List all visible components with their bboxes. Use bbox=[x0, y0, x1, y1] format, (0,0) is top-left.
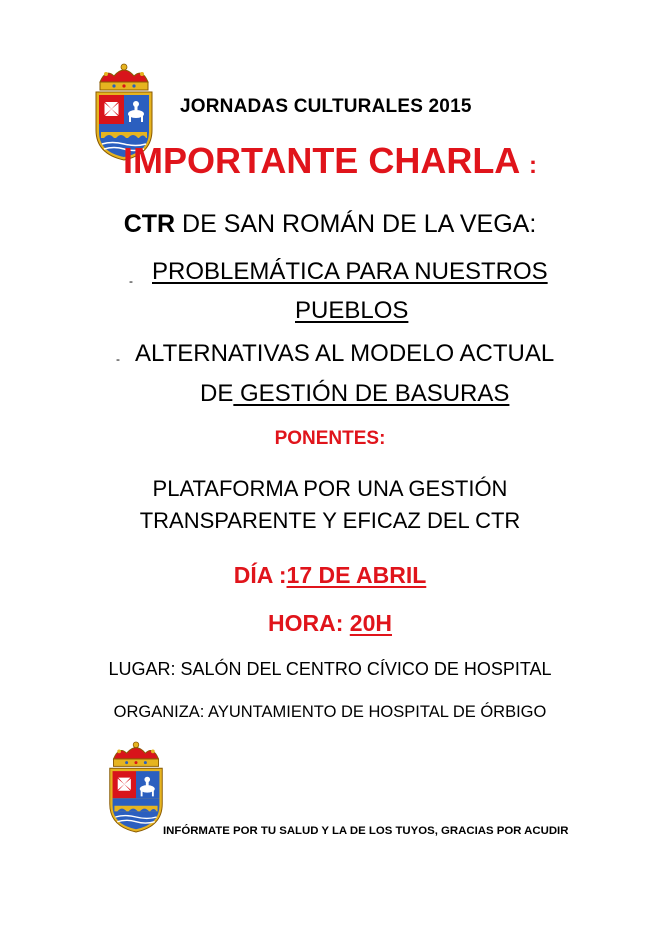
date-label: DÍA : bbox=[233, 562, 287, 588]
speakers-label: PONENTES: bbox=[274, 428, 386, 449]
bullet-marker: - bbox=[116, 352, 120, 366]
date-value: 17 DE ABRIL bbox=[286, 562, 427, 588]
bullet-1-line-2: PUEBLOS bbox=[295, 297, 409, 324]
bullet-marker: - bbox=[129, 274, 133, 288]
headline bbox=[0, 140, 660, 182]
bullet-2-line-1: ALTERNATIVAS AL MODELO ACTUAL bbox=[135, 340, 555, 367]
event-series-title: JORNADAS CULTURALES 2015 bbox=[180, 96, 472, 117]
time-label: HORA: bbox=[268, 610, 350, 636]
headline-text: IMPORTANTE CHARLA bbox=[123, 140, 519, 181]
organizer-line: ORGANIZA: AYUNTAMIENTO DE HOSPITAL DE ÓRBIGO bbox=[113, 703, 547, 721]
topic-rest: DE SAN ROMÁN DE LA VEGA: bbox=[175, 210, 537, 238]
bullet-2-line-2 bbox=[200, 380, 509, 408]
topic-bold: CTR bbox=[123, 210, 176, 238]
place-line: LUGAR: SALÓN DEL CENTRO CÍVICO DE HOSPITAL bbox=[108, 659, 552, 679]
topic-line bbox=[0, 210, 660, 239]
bullet-2-prefix: DE bbox=[200, 380, 234, 407]
headline-colon: : bbox=[528, 152, 537, 179]
date-line bbox=[0, 562, 660, 589]
footer-message: INFÓRMATE POR TU SALUD Y LA DE LOS TUYOS, GRACIAS POR ACUDIR bbox=[163, 825, 569, 837]
speakers-line-2: TRANSPARENTE Y EFICAZ DEL CTR bbox=[139, 508, 521, 533]
time-value: 20H bbox=[349, 610, 392, 636]
bullet-1-line-1: PROBLEMÁTICA PARA NUESTROS bbox=[152, 258, 548, 285]
coat-of-arms-bottom bbox=[106, 737, 166, 837]
crown-icon bbox=[100, 64, 148, 90]
bullet-2-underlined: GESTIÓN DE BASURAS bbox=[233, 380, 510, 407]
speakers-line-1: PLATAFORMA POR UNA GESTIÓN bbox=[152, 476, 508, 501]
crown-icon bbox=[114, 742, 159, 766]
time-line bbox=[0, 610, 660, 637]
